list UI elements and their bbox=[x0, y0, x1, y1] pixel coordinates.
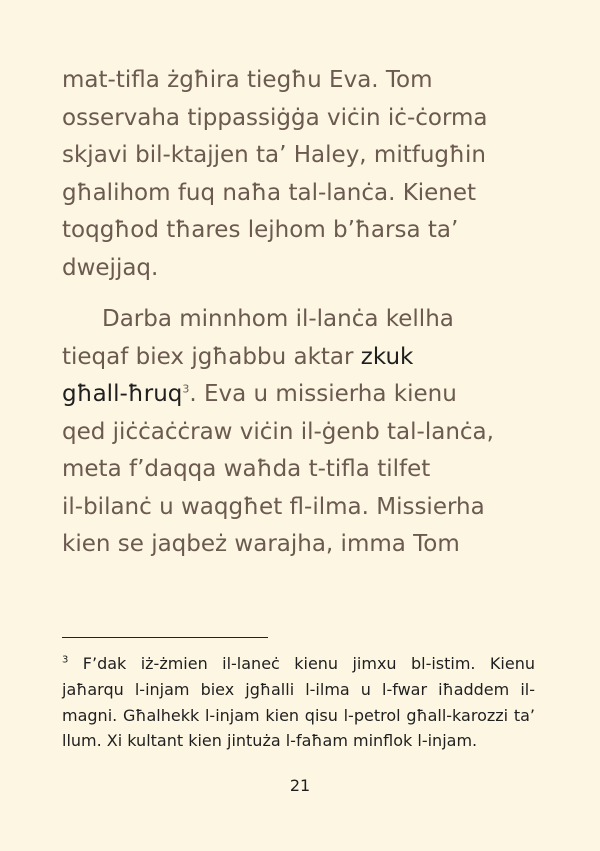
footnote-separator bbox=[62, 637, 268, 638]
p1-line-3: skjavi bil-ktajjen ta’ Haley, mitfugħin bbox=[62, 142, 486, 168]
p2-line-1: Darba minnhom il-lanċa kellha bbox=[102, 306, 454, 332]
p1-line-6: dwejjaq. bbox=[62, 254, 159, 281]
p1-line-4: għalihom fuq naħa tal-lanċa. Kienet bbox=[62, 179, 477, 206]
p2-line-3: . Eva u missierha kienu bbox=[189, 381, 457, 407]
p2-line-6: il-bilanċ u waqgħet fl-ilma. Missierha bbox=[62, 493, 485, 520]
footnote bbox=[62, 651, 535, 754]
footnote-line-4: għall-karozzi ta’ llum. Xi kultant kien jintuża l-faħam bbox=[62, 705, 536, 751]
body-text bbox=[62, 62, 562, 564]
p2-line-4: qed jiċċaċċraw viċin il-ġenb tal-lanċa, bbox=[62, 418, 494, 445]
page-number: 21 bbox=[289, 776, 311, 795]
glossary-term-part-1: zkuk bbox=[360, 343, 414, 370]
p1-line-1: mat-tifla żgħira tiegħu Eva. Tom bbox=[62, 67, 433, 93]
p2-line-7: kien se jaqbeż warajha, imma Tom bbox=[62, 531, 460, 557]
footnote-line-1: F’dak iż-żmien il-laneċ kienu jimxu bl-istim. Kienu bbox=[82, 654, 535, 673]
footnote-reference[interactable]: 3 bbox=[182, 382, 190, 396]
glossary-term-part-2: għall-ħruq bbox=[62, 381, 183, 407]
footnote-line-3: il-magni. Għalhekk l-injam kien qisu l-petrol bbox=[62, 679, 535, 725]
paragraph-2 bbox=[62, 301, 562, 564]
footnote-line-5: minflok l-injam. bbox=[353, 731, 478, 751]
p2-line-5: meta f’daqqa waħda t-tifla tilfet bbox=[62, 456, 431, 482]
footnote-line-2: jaħarqu l-injam biex jgħalli l-ilma u l-fwar iħaddem bbox=[62, 679, 510, 699]
p1-line-5: toqgħod tħares lejhom b’ħarsa ta’ bbox=[62, 217, 459, 243]
paragraph-1 bbox=[62, 62, 562, 287]
p2-line-2: tieqaf biex jgħabbu aktar bbox=[62, 343, 361, 370]
p1-line-2: osservaha tippassiġġa viċin iċ-ċorma bbox=[62, 104, 488, 131]
footnote-marker: 3 bbox=[62, 654, 69, 666]
